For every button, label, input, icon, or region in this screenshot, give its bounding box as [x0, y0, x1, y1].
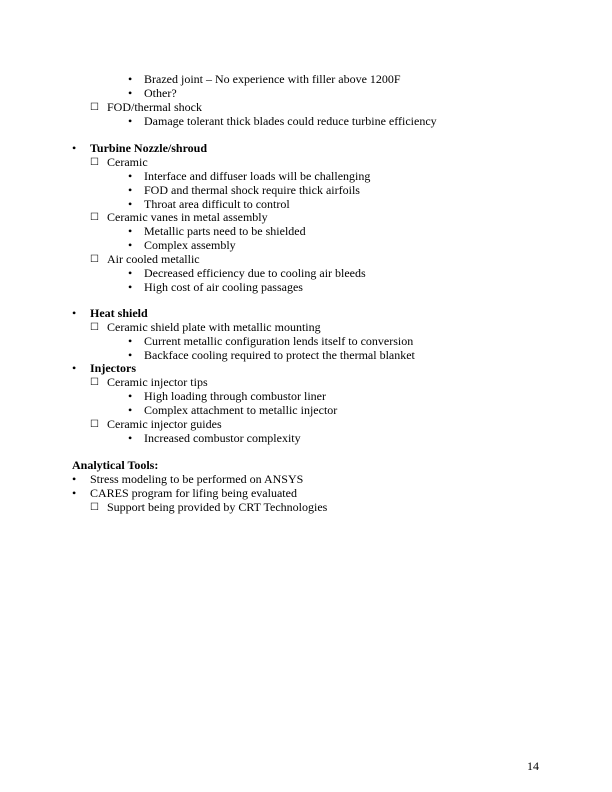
list-item: • CARES program for lifing being evaluated — [72, 485, 297, 500]
box-bullet-icon: ☐ — [90, 212, 99, 224]
list-item: ☐ FOD/thermal shock — [90, 99, 202, 114]
section-heading: • Injectors — [72, 361, 136, 376]
list-item: • Backface cooling required to protect the thermal blanket — [128, 347, 415, 362]
list-item: • Current metallic configuration lends itself to conversion — [128, 333, 414, 348]
bullet-icon: • — [128, 265, 133, 280]
bullet-icon: • — [128, 402, 133, 417]
box-bullet-icon: ☐ — [90, 321, 99, 333]
list-item: • High cost of air cooling passages — [128, 279, 303, 294]
bullet-icon: • — [72, 306, 77, 320]
list-item: • Complex assembly — [128, 238, 236, 253]
bullet-icon: • — [128, 113, 133, 128]
box-bullet-icon: ☐ — [90, 501, 99, 513]
bullet-icon: • — [72, 361, 77, 376]
list-item: • Damage tolerant thick blades could reduce turbine efficiency — [128, 113, 437, 128]
list-item: • Stress modeling to be performed on ANSYS — [72, 472, 304, 487]
bullet-icon: • — [128, 72, 133, 86]
document-body — [0, 73, 612, 515]
list-item: • Increased combustor complexity — [128, 430, 301, 445]
list-item: • Throat area difficult to control — [128, 196, 290, 211]
list-item: ☐ Ceramic injector tips — [90, 375, 208, 390]
list-item: • Complex attachment to metallic injector — [128, 402, 338, 417]
list-item: ☐ Ceramic — [90, 155, 148, 170]
section-heading: • Heat shield — [72, 306, 148, 320]
bullet-icon: • — [128, 182, 133, 197]
box-bullet-icon: ☐ — [90, 157, 99, 169]
box-bullet-icon: ☐ — [90, 418, 99, 430]
list-item: ☐ Ceramic vanes in metal assembly — [90, 210, 268, 225]
bullet-icon: • — [128, 168, 133, 183]
list-item: ☐ Air cooled metallic — [90, 251, 200, 266]
bullet-icon: • — [128, 85, 133, 100]
list-item: ☐ Support being provided by CRT Technologies — [90, 499, 328, 514]
bullet-icon: • — [128, 238, 133, 253]
page-number: 14 — [527, 759, 539, 773]
list-item: • FOD and thermal shock require thick airfoils — [128, 182, 360, 197]
list-item: • Interface and diffuser loads will be challenging — [128, 168, 371, 183]
section-heading: • Turbine Nozzle/shroud — [72, 141, 208, 156]
list-item: • Decreased efficiency due to cooling air bleeds — [128, 265, 366, 280]
bullet-icon: • — [72, 485, 77, 500]
bullet-icon: • — [72, 141, 77, 156]
bullet-icon: • — [128, 430, 133, 445]
bullet-icon: • — [128, 347, 133, 362]
analytical-tools-heading: Analytical Tools: — [72, 458, 159, 473]
bullet-icon: • — [72, 472, 77, 487]
list-item: • Brazed joint – No experience with filler above 1200F — [128, 72, 401, 86]
list-item: • Other? — [128, 85, 177, 100]
box-bullet-icon: ☐ — [90, 253, 99, 265]
box-bullet-icon: ☐ — [90, 377, 99, 389]
list-item: • Metallic parts need to be shielded — [128, 224, 306, 239]
bullet-icon: • — [128, 196, 133, 211]
bullet-icon: • — [128, 279, 133, 294]
list-item: ☐ Ceramic injector guides — [90, 416, 222, 431]
list-item: • High loading through combustor liner — [128, 389, 326, 404]
bullet-icon: • — [128, 333, 133, 348]
bullet-icon: • — [128, 389, 133, 404]
box-bullet-icon: ☐ — [90, 101, 99, 113]
bullet-icon: • — [128, 224, 133, 239]
list-item: ☐ Ceramic shield plate with metallic mounting — [90, 319, 321, 334]
